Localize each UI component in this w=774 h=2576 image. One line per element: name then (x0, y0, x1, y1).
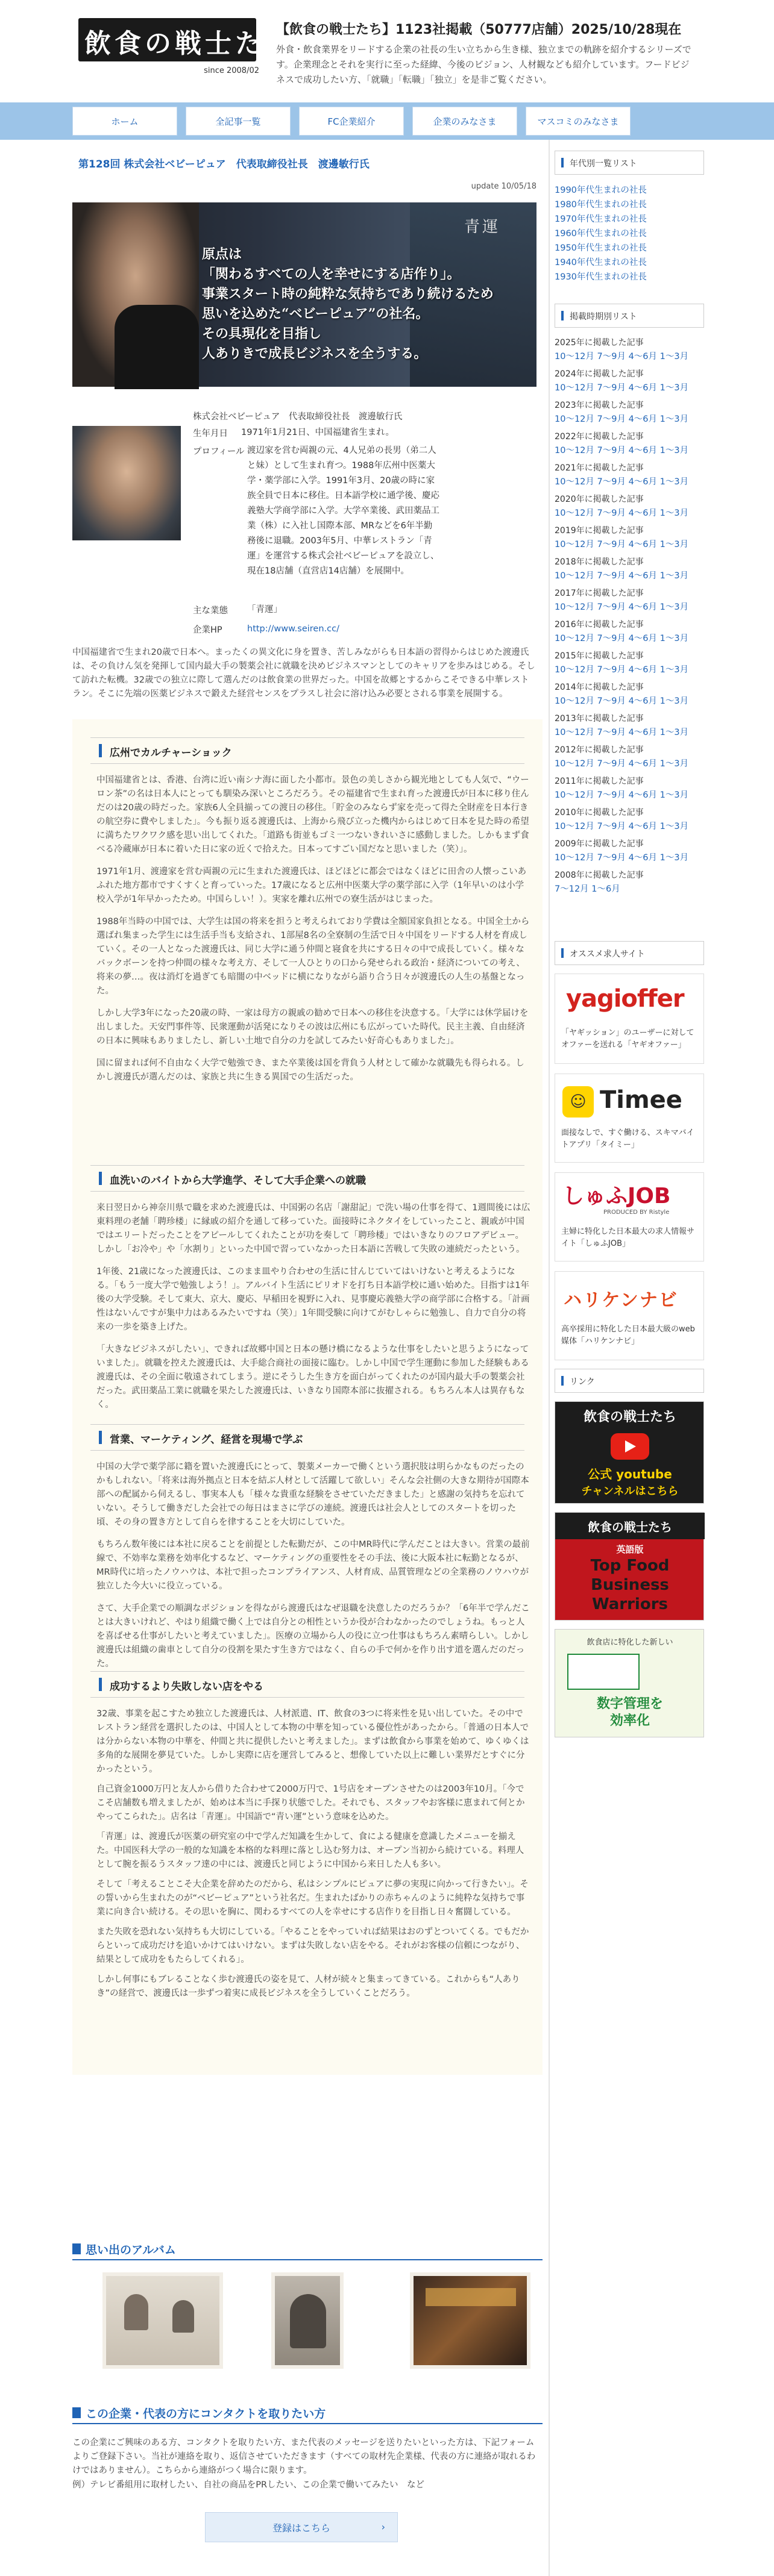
link-heading: リンク (555, 1369, 704, 1393)
header-title: 【飲食の戦士たち】1123社掲載（50777店舗）2025/10/28現在 (276, 22, 682, 37)
profile-photo (72, 426, 181, 540)
profile-label-hp: 企業HP (193, 625, 222, 635)
contact-examples: 例）テレビ番組用に取材したい、自社の商品をPRしたい、この企業で働いてみたい など (72, 2480, 425, 2490)
profile-label-bio: プロフィール (193, 447, 245, 457)
logo-since: since 2008/02 (204, 66, 259, 75)
section-heading-4: 成功するより失敗しない店をやる (90, 1671, 524, 1698)
nav-companies[interactable]: 企業のみなさま (412, 107, 517, 136)
youtube-play-icon (611, 1433, 649, 1460)
section-3-text: 中国の大学で薬学部に籍を置いた渡邊氏にとって、製薬メーカーで働くという選択肢は明らかなものだったのかもしれない。「将来は海外拠点と日本を結ぶ人材として活躍して欲しい」そんな会社側の大きな期待が国際本部への配属から伺えるし、事実本人も「様々な貴重な経験をさせていただきました」と感謝の気持ちを忘れていない。そうして働きだした会社での毎日はまさに学びの連続。渡邊氏は社会人としてのスタートを切った頃、その身の置き方として自らを律することを大切にしていた。 もちろん数年後には本社に戻ることを前提とした転勤だが、この中MR時代に学んだことは大きい。営業の最前線で、不効率な業務を効率化するなど、マーケティングの重要性をその手法、後に大阪本社に転勤となるが、MR時代に培ったノウハウは、本社で担ったコンプライアンス、人材育成、品質管理などの全業務のノウハウが独立した今大いに役立っている。 さて、大手企業での順調なポジションを得ながら渡邊氏はなぜ退職を決意したのだろうか？「6年半で学んだことは大きいけれど、やはり組織で働く上では自分との相性というか役が合わなかったのでしょうね。もっと人を喜ばせる仕事がしたいと考えていました」。医療の立場から人の役に立つ仕事はもちろん素晴らしい。しかし渡邊氏は組織の歯車として自分の役割を果たす生き方ではなく、自らの手で何かを作り出す道を選んだのだった。 (96, 1462, 530, 1669)
section-1-text: 中国福建省とは、香港、台湾に近い南シナ海に面した小都市。景色の美しさから観光地としても人気で、“ウーロン茶”の名は日本人にとっても馴染み深いところだろう。その福建省で生まれ育った渡邊氏が日本に移り住んだのは20歳の時だった。家族6人全員揃っての渡日の移住。「貯金のみならず家を売って得た全財産を日本行きの航空券に費やしました」。今も振り返る渡邊氏は、上海から飛び立った機内からはじめて日本を見た時の希望に満ちたワクワク感を思い出してくれた。「道路も街並もゴミ一つないきれいさに感動しました。しかもまず食べる冷蔵庫が日本に着いた日に家の近くで拾えた。日本ってすごい国だなと思いました（笑）」。 1971年1月、渡邊家を営む両親の元に生まれた渡邊氏は、ほどほどに都会ではなくほどに田舎の人懐っこいあふれた地方都市ですくすくと育っていった。17歳になると広州中医薬大学の薬学部に入学（1年早いのは小学校入学が1年早かったため。中国らしい！）。実家を離れ広州での寮生活がはじまった。 1988年当時の中国では、大学生は国の将来を担うと考えられており学費は全額国家負担となる。中国全土から選ばれ集まった学生には生活手当も支給され、1部屋8名の全寮制の生活で日々中国をリードする人材を育成していく。その一人となった渡邊氏は、同じ大学に通う仲間と寝食を共にする日々の中で成長していく。様々なバックボーンを持つ仲間の様々な考え方、そして一人ひとりの口から発せられる政治・経済についての考え、将来の夢…。夜は消灯を過ぎても暗闇の中ベッドに横になりながら語り合う日々が渡邊氏の人生の基盤となった。 しかし大学3年になった20歳の時、一家は母方の親戚の勧めで日本への移住を決意する。「大学には休学届けを出しました。天安門事件等、民衆運動が活発になりその波は広州にも広がっていた時代。民主主義、自由経済の日本に興味もありましたし、新しい土地で自分の力を試してみたい好奇心もありました」。 国に留まれば何不自由なく大学で勉強でき、また卒業後は国を背負う人材として確かな就職先も得られる。しかし渡邊氏が選んだのは、家族と共に生きる異国での生活だった。 (96, 775, 530, 1082)
year-heading: 2024年に掲載した記事 (555, 369, 644, 379)
year-months-links[interactable]: 10〜12月 7〜9月 4〜6月 1〜3月 (555, 696, 689, 706)
site-header (0, 0, 774, 102)
year-heading: 2013年に掲載した記事 (555, 714, 644, 724)
update-date: update 10/05/18 (471, 182, 536, 191)
year-heading: 2015年に掲載した記事 (555, 651, 644, 661)
english-banner-title: 飲食の戦士たち (555, 1513, 705, 1539)
logo-text: 飲食の戦士たち (78, 18, 256, 61)
album-photo-1[interactable] (102, 2272, 223, 2369)
banner-text: 高卒採用に特化した日本最大級のweb媒体「ハリケンナビ」 (561, 1325, 695, 1346)
year-months-links[interactable]: 10〜12月 7〜9月 4〜6月 1〜3月 (555, 446, 689, 455)
contact-text: この企業にご興味のある方、コンタクトを取りたい方、また代表のメッセージを送りたいといった方は、下記フォームよりご登録下さい。当社が連絡を取り、返信させていただきます（すべての取材先企業様、代表の方に連絡が取れるわけではありません）。こちらから連絡がつく場合に限ります。 (72, 2438, 536, 2475)
header-description: 外食・飲食業界をリードする企業の社長の生い立ちから生き様、独立までの軌跡を紹介するシリーズです。企業理念とそれを実行に至った経緯、今後のビジョン、人材観なども紹介しています。フードビジネスで成功したい方、「就職」「転職」「独立」を是非ご覧ください。 (276, 44, 691, 85)
banner-harikennavi[interactable] (555, 1271, 704, 1360)
chevron-right-icon: › (381, 2521, 385, 2533)
year-months-links[interactable]: 10〜12月 7〜9月 4〜6月 1〜3月 (555, 665, 689, 675)
site-logo[interactable] (78, 18, 295, 78)
profile-name: 株式会社ベビーピュア 代表取締役社長 渡邊敏行氏 (193, 412, 403, 422)
youtube-banner[interactable] (555, 1401, 704, 1504)
suit-shape (115, 305, 199, 389)
english-banner-sub: 英語版 (616, 1544, 644, 1555)
numbers-banner-top: 飲食店に特化した新しい (587, 1638, 673, 1647)
album-photo-3[interactable] (410, 2272, 530, 2369)
year-heading: 2023年に掲載した記事 (555, 401, 644, 410)
album-light (426, 2288, 516, 2306)
numbers-banner-text: 数字管理を 効率化 (596, 1696, 663, 1728)
year-heading: 2012年に掲載した記事 (555, 745, 644, 755)
youtube-line2: チャンネルはこちら (581, 1485, 679, 1498)
article-body (72, 719, 543, 2075)
year-heading: 2011年に掲載した記事 (555, 777, 644, 786)
decade-link[interactable]: 1970年代生まれの社長 (555, 214, 647, 224)
year-heading: 2018年に掲載した記事 (555, 557, 644, 567)
harikennavi-logo: ハリケンナビ (564, 1290, 678, 1311)
english-banner-text: Top Food Business Warriors (590, 1557, 670, 1613)
year-heading: 2019年に掲載した記事 (555, 526, 644, 536)
year-months-links[interactable]: 10〜12月 7〜9月 4〜6月 1〜3月 (555, 602, 689, 612)
decade-link[interactable]: 1960年代生まれの社長 (555, 229, 647, 239)
profile-format: 「青運」 (247, 605, 282, 614)
numbers-management-banner[interactable] (555, 1629, 704, 1737)
album-figure (290, 2294, 326, 2348)
year-months-links[interactable]: 10〜12月 7〜9月 4〜6月 1〜3月 (555, 759, 689, 769)
hero-image (72, 202, 536, 387)
section-2-text: 来日翌日から神奈川県で職を求めた渡邊氏は、中国粥の名店「謝甜記」で洗い場の仕事を得て、1週間後には広東料理の老舗「聘珍楼」に縁戚の紹介を通して移っていた。面接時にネクタイをしていったこと、親戚が中国ではエリートだったことをアピールしてくれたことが功を奏して「聘珍楼」ではいきなりのフロアデビュー。しかし「お冷や」や「水割り」といった中国で習っていなかった日本語に苦戦して失敗の連続だったという。 1年後、21歳になった渡邊氏は、このまま皿やり合わせの生活に甘んじていてはいけないと考えるようになる。「もう一度大学で勉強しよう！」。アルバイト生活にピリオドを打ち日本語学校に通い始めた。目指すは1年後の大学受験。そして東大、京大、慶応、早稲田を視野に入れ、見事慶応義塾大学の商学部に合格する。「計画性はないんですが集中力はあるみたいですね（笑）」1年間受験に向けてがむしゃらに勉強し、自力で自分の将来の一歩を築き上げた。 「大きなビジネスがしたい」、できれば故郷中国と日本の懸け橋になるような仕事をしたいと思うようになっていました」。就職を控えた渡邊氏は、大手総合商社の面接に臨む。しかし中国で学生運動に参加した経験もある渡邊氏は、その全面に敬遠されてしまう。逆にそうした生き方を面白がってくれたのが国内最大手の製薬会社だった。武田薬品工業に就職を果たした渡邊氏は、いきなり国際本部に抜擢される。もちろん本人は異存もなく。 (96, 1203, 530, 1410)
year-heading: 2010年に掲載した記事 (555, 808, 644, 818)
period-list-heading: 掲載時期別リスト (555, 304, 704, 328)
youtube-line1: 公式 youtube (588, 1467, 672, 1481)
english-site-banner[interactable] (555, 1512, 704, 1621)
year-heading: 2021年に掲載した記事 (555, 463, 644, 473)
year-months-links[interactable]: 10〜12月 7〜9月 4〜6月 1〜3月 (555, 383, 689, 393)
profile-label-format: 主な業態 (193, 606, 228, 616)
year-months-links[interactable]: 10〜12月 7〜9月 4〜6月 1〜3月 (555, 634, 689, 643)
banner-timee[interactable] (555, 1074, 704, 1163)
section-heading-3: 営業、マーケティング、経営を現場で学ぶ (90, 1424, 524, 1451)
year-heading: 2025年に掲載した記事 (555, 338, 644, 348)
recommend-heading: オススメ求人サイト (555, 941, 704, 965)
article-intro: 中国福建省で生まれ20歳で日本へ。まったくの異文化に身を置き、苦しみながらも日本語の習得からはじめた渡邊氏は、その負けん気を発揮して国内最大手の製薬会社に就職を決めビジネスマンとしてのキャリアを歩みはじめる。そして訪れた転機。32歳での独立に際して選んだのは飲食業の世界だった。中国を故郷とするからこそできる中華レストラン。そこに先端の医薬ビジネスで鍛えた経営センスをプラスし社会に溶け込み必要とされる事業を展開する。 (72, 648, 535, 699)
year-months-links[interactable]: 10〜12月 7〜9月 4〜6月 1〜3月 (555, 853, 689, 863)
album-figure (172, 2300, 194, 2333)
year-months-links[interactable]: 10〜12月 7〜9月 4〜6月 1〜3月 (555, 728, 689, 737)
profile-bio: 渡辺家を営む両親の元、4人兄弟の長男（弟二人と妹）として生まれ育つ。1988年広州中医薬大学・薬学部に入学。1991年3月、20歳の時に家族全員で日本に移住。日本語学校に通学後、慶応義塾大学商学部に入学。大学卒業後、武田薬品工業（株）に入社し国際本部、MRなどを6年半勤務後に退職。2003年5月、中華レストラン「青運」を運営する株式会社ベビーピュアを設立し、現在18店舗（直営店14店舗）を展開中。 (247, 446, 439, 576)
album-figure (124, 2294, 148, 2330)
album-heading: 思い出のアルバム (72, 2241, 543, 2260)
profile-label-birth: 生年月日 (193, 429, 228, 439)
section-4-text: 32歳、事業を起こすため独立した渡邊氏は、人材派遣、IT、飲食の3つに将来性を見い出していた。その中でレストラン経営を選択したのは、中国人として本物の中華を知っている優位性があったから。「普通の日本人では分からない本物の中華を、仲間と共に提供したいと考えました」。まずは飲食から事業を始めて、ゆくゆくは多角的な展開を夢見ていた。しかし実際に店を運営してみると、想像していた以上に難しい業界だとすぐに分かったという。 自己資金1000万円と友人から借りた合わせて2000万円で、1号店をオープンさせたのは2003年10月。「今でこそ店舗数も増えましたが、始めは本当に手探り状態でした。それでも、スタッフやお客様に恵まれて何とかやってこられた」。店名は「青運」。中国語で“青い運”という意味を込めた。 「青運」は、渡邊氏が医薬の研究室の中で学んだ知識を生かして、食による健康を意識したメニューを揃えた。中国医科大学の一般的な知識を本格的な料理に落とし込む努力は、オープン当初から続けている。料理人として腕を振るうスタッフ達の中には、渡邊氏と同じように中国から来日した人も多い。 そして「考えることこそ大企業を辞めたのだから、私はシンプルにピュアに夢の実現に向かって行きたい」。その誓いから生まれたのが“ベビーピュア”という社名だ。生まれたばかりの赤ちゃんのように純粋な気持ちで事業に向き合い続ける。その思いを胸に、関わるすべての人を幸せにする店作りを目指し日々奮闘している。 また失敗を恐れない気持ちも大切にしている。「やることをやっていれば結果はおのずとついてくる。でもだからといって成功だけを追いかけてはいけない。まずは失敗しない店をやる。それがお客様の信頼につながり、結果として成功をもたらしてくれる」。 しかし何事にもブレることなく歩む渡邊氏の姿を見て、人材が続々と集まってきている。これからも“人ありき”の経営で、渡邊氏は一歩ずつ着実に成長ビジネスを全うしていくことだろう。 (96, 1709, 529, 1998)
main-column (72, 140, 543, 2576)
decade-link[interactable]: 1930年代生まれの社長 (555, 272, 647, 282)
decade-link[interactable]: 1980年代生まれの社長 (555, 200, 647, 210)
register-button[interactable]: 登録はこちら › (205, 2512, 398, 2542)
album-photo-2[interactable] (271, 2272, 344, 2369)
nav-all-articles[interactable]: 全記事一覧 (186, 107, 291, 136)
year-heading: 2020年に掲載した記事 (555, 495, 644, 504)
timee-face-icon: ☺ (562, 1086, 594, 1118)
year-months-links[interactable]: 10〜12月 7〜9月 4〜6月 1〜3月 (555, 822, 689, 831)
year-months-links[interactable]: 10〜12月 7〜9月 4〜6月 1〜3月 (555, 790, 689, 800)
article-title: 第128回 株式会社ベビーピュア 代表取締役社長 渡邊敏行氏 (78, 158, 370, 170)
year-months-links[interactable]: 7〜12月 1〜6月 (555, 884, 620, 894)
sidebar-divider (549, 140, 550, 2576)
year-months-links[interactable]: 10〜12月 7〜9月 4〜6月 1〜3月 (555, 414, 689, 424)
year-heading: 2022年に掲載した記事 (555, 432, 644, 442)
document-icon (567, 1654, 640, 1690)
section-heading-1: 広州でカルチャーショック (90, 737, 524, 764)
play-triangle (625, 1440, 636, 1452)
year-heading: 2016年に掲載した記事 (555, 620, 644, 630)
decade-link[interactable]: 1950年代生まれの社長 (555, 243, 647, 253)
banner-yagioffer[interactable] (555, 974, 704, 1064)
hero-caption: 原点は 「関わるすべての人を幸せにする店作り」。 事業スタート時の純粋な気持ちであり続けるため 思いを込めた“ベビーピュア”の社名。 その具現化を目指し 人ありきで成長ビジネスを全うする。 (202, 246, 494, 361)
year-heading: 2017年に掲載した記事 (555, 589, 644, 598)
year-months-links[interactable]: 10〜12月 7〜9月 4〜6月 1〜3月 (555, 540, 689, 549)
youtube-banner-title: 飲食の戦士たち (583, 1410, 676, 1425)
year-months-links[interactable]: 10〜12月 7〜9月 4〜6月 1〜3月 (555, 571, 689, 581)
nav-fc[interactable]: FC企業紹介 (299, 107, 404, 136)
nav-media[interactable]: マスコミのみなさま (526, 107, 631, 136)
shufujob-logo: しゅふJOB (562, 1184, 671, 1208)
sidebar (555, 140, 704, 2576)
nav-home[interactable]: ホーム (72, 107, 177, 136)
contact-heading: この企業・代表の方にコンタクトを取りたい方 (72, 2405, 543, 2424)
global-nav (0, 102, 774, 140)
decade-link[interactable]: 1940年代生まれの社長 (555, 258, 647, 267)
banner-shufujob[interactable] (555, 1172, 704, 1261)
banner-text: 面接なしで、すぐ働ける、スキマバイトアプリ「タイミー」 (561, 1128, 694, 1149)
yagioffer-logo: yagioffer (566, 985, 684, 1013)
decade-link[interactable]: 1990年代生まれの社長 (555, 186, 647, 195)
decade-list-heading: 年代別一覧リスト (555, 151, 704, 175)
hero-sign: 青運 (464, 218, 501, 236)
banner-text: 主婦に特化した日本最大の求人情報サイト「しゅふJOB」 (561, 1227, 695, 1248)
year-months-links[interactable]: 10〜12月 7〜9月 4〜6月 1〜3月 (555, 352, 689, 361)
timee-logo: Timee (600, 1086, 682, 1114)
year-heading: 2014年に掲載した記事 (555, 683, 644, 692)
year-list (555, 336, 704, 939)
year-months-links[interactable]: 10〜12月 7〜9月 4〜6月 1〜3月 (555, 477, 689, 487)
company-hp-link[interactable]: http://www.seiren.cc/ (247, 624, 339, 634)
banner-text: 「ヤギッション」のユーザーに対してオファーを送れる「ヤギオファー」 (561, 1028, 694, 1049)
shufujob-sub: PRODUCED BY Ristyle (603, 1209, 670, 1216)
section-heading-2: 血洗いのバイトから大学進学、そして大手企業への就職 (90, 1165, 524, 1192)
year-heading: 2008年に掲載した記事 (555, 871, 644, 880)
year-months-links[interactable]: 10〜12月 7〜9月 4〜6月 1〜3月 (555, 508, 689, 518)
year-heading: 2009年に掲載した記事 (555, 839, 644, 849)
profile-birth: 1971年1月21日、中国福建省生まれ。 (241, 428, 394, 437)
